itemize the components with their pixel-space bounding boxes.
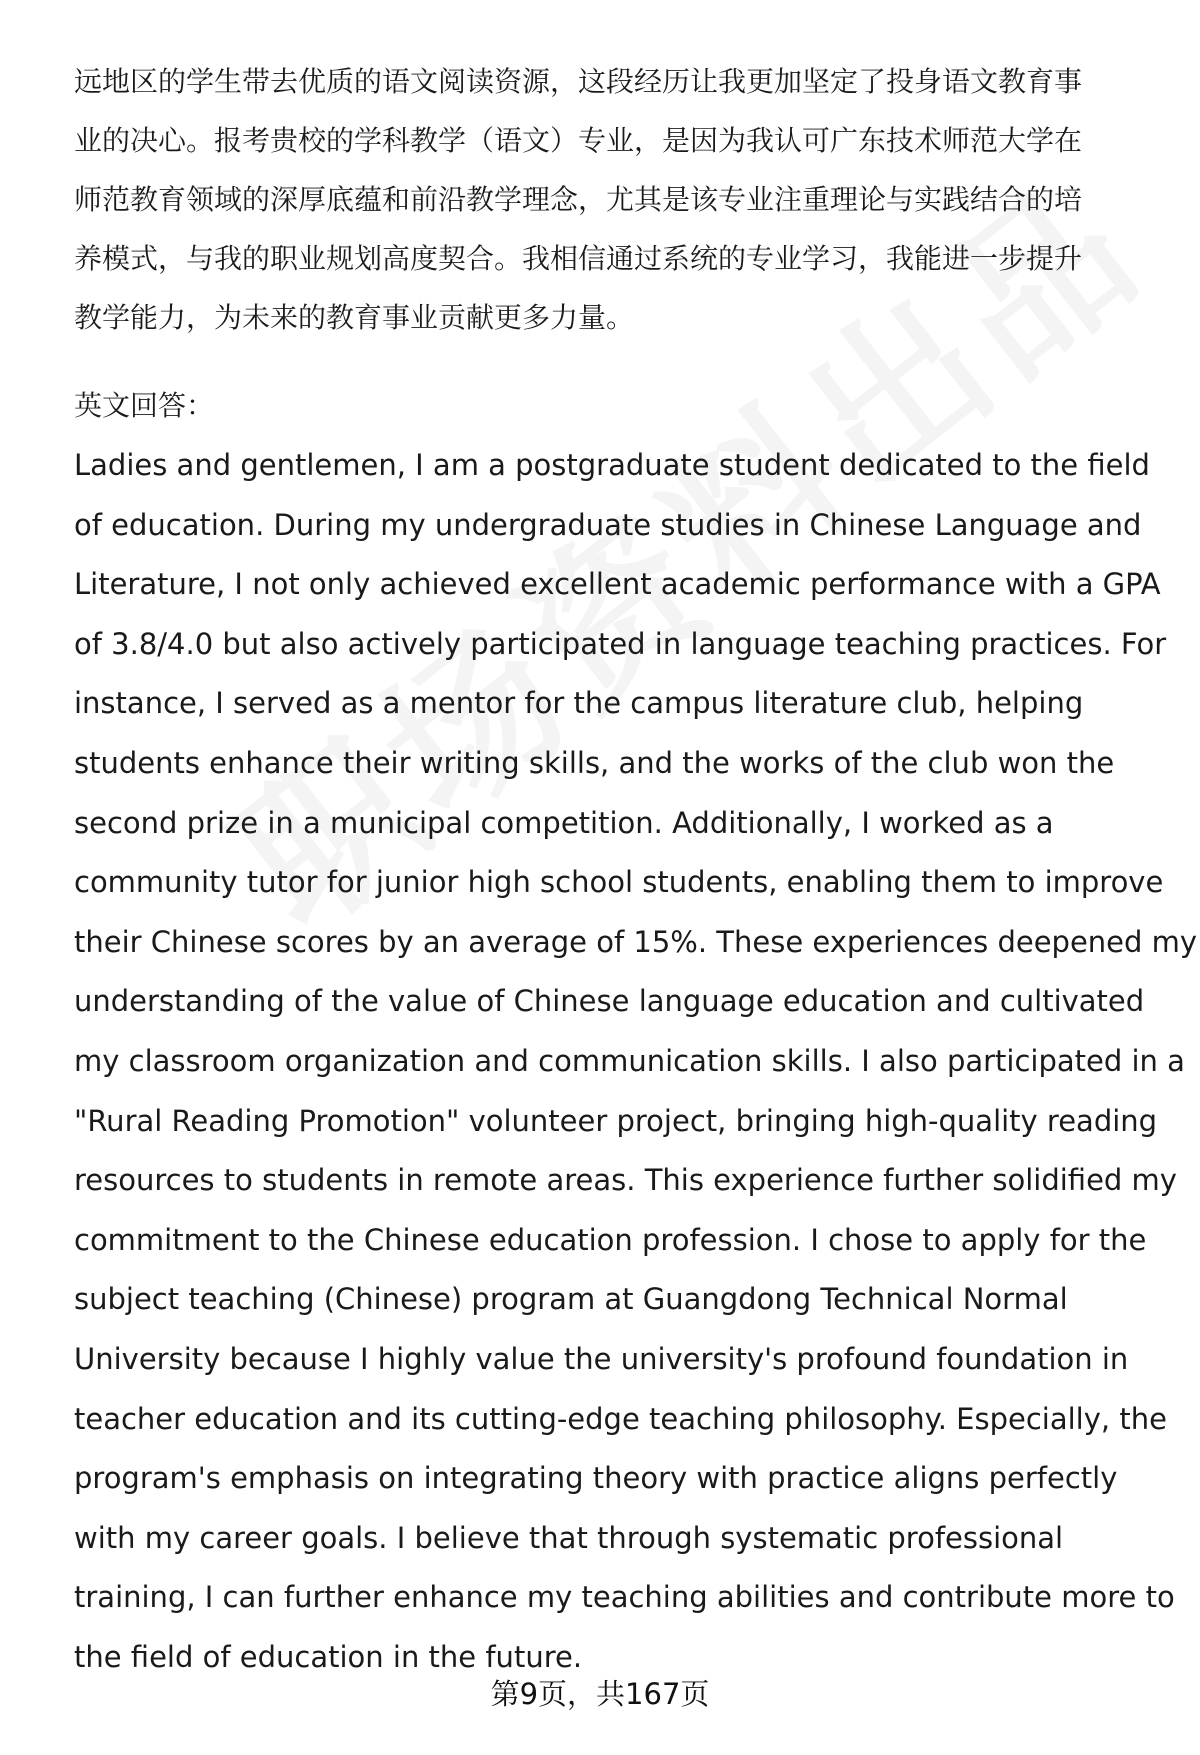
english-line: subject teaching (Chinese) program at Guangdong Technical Normal [74, 1282, 1068, 1317]
english-line: with my career goals. I believe that through systematic professional [74, 1520, 1064, 1555]
english-paragraph [74, 436, 1198, 1687]
english-line: program's emphasis on integrating theory with practice aligns perfectly [74, 1461, 1118, 1496]
english-line: University because I highly value the university's profound foundation in [74, 1341, 1129, 1376]
document-page [74, 52, 1198, 1687]
english-line: students enhance their writing skills, and the works of the club won the [74, 745, 1115, 780]
english-line: of 3.8/4.0 but also actively participated in language teaching practices. For [74, 626, 1167, 661]
english-line: commitment to the Chinese education profession. I chose to apply for the [74, 1222, 1147, 1257]
english-line: community tutor for junior high school students, enabling them to improve [74, 865, 1164, 900]
english-line: Literature, I not only achieved excellent academic performance with a GPA [74, 567, 1161, 602]
english-line: Ladies and gentlemen, I am a postgraduate student dedicated to the field [74, 448, 1150, 482]
chinese-line: 师范教育领域的深厚底蕴和前沿教学理念，尤其是该专业注重理论与实践结合的培 [74, 183, 1083, 216]
chinese-line: 教学能力，为未来的教育事业贡献更多力量。 [74, 301, 635, 334]
english-line: instance, I served as a mentor for the campus literature club, helping [74, 686, 1084, 721]
english-line: resources to students in remote areas. This experience further solidified my [74, 1163, 1177, 1198]
english-line: my classroom organization and communication skills. I also participated in a [74, 1043, 1185, 1078]
english-line: second prize in a municipal competition. Additionally, I worked as a [74, 805, 1054, 840]
chinese-line: 远地区的学生带去优质的语文阅读资源，这段经历让我更加坚定了投身语文教育事 [74, 65, 1083, 98]
chinese-line: 业的决心。报考贵校的学科教学（语文）专业，是因为我认可广东技术师范大学在 [74, 124, 1083, 157]
english-line: teacher education and its cutting-edge teaching philosophy. Especially, the [74, 1401, 1167, 1436]
english-line: training, I can further enhance my teaching abilities and contribute more to [74, 1580, 1175, 1615]
chinese-paragraph [74, 52, 1164, 347]
english-line: the field of education in the future. [74, 1639, 583, 1674]
english-line: understanding of the value of Chinese language education and cultivated [74, 984, 1145, 1019]
page-number: 第9页，共167页 [490, 1677, 710, 1711]
english-answer-label: 英文回答： [74, 389, 215, 422]
chinese-line: 养模式，与我的职业规划高度契合。我相信通过系统的专业学习，我能进一步提升 [74, 242, 1083, 275]
english-line: "Rural Reading Promotion" volunteer project, bringing high-quality reading [74, 1103, 1158, 1138]
english-line: of education. During my undergraduate studies in Chinese Language and [74, 507, 1142, 542]
english-line: their Chinese scores by an average of 15%. These experiences deepened my [74, 924, 1198, 959]
